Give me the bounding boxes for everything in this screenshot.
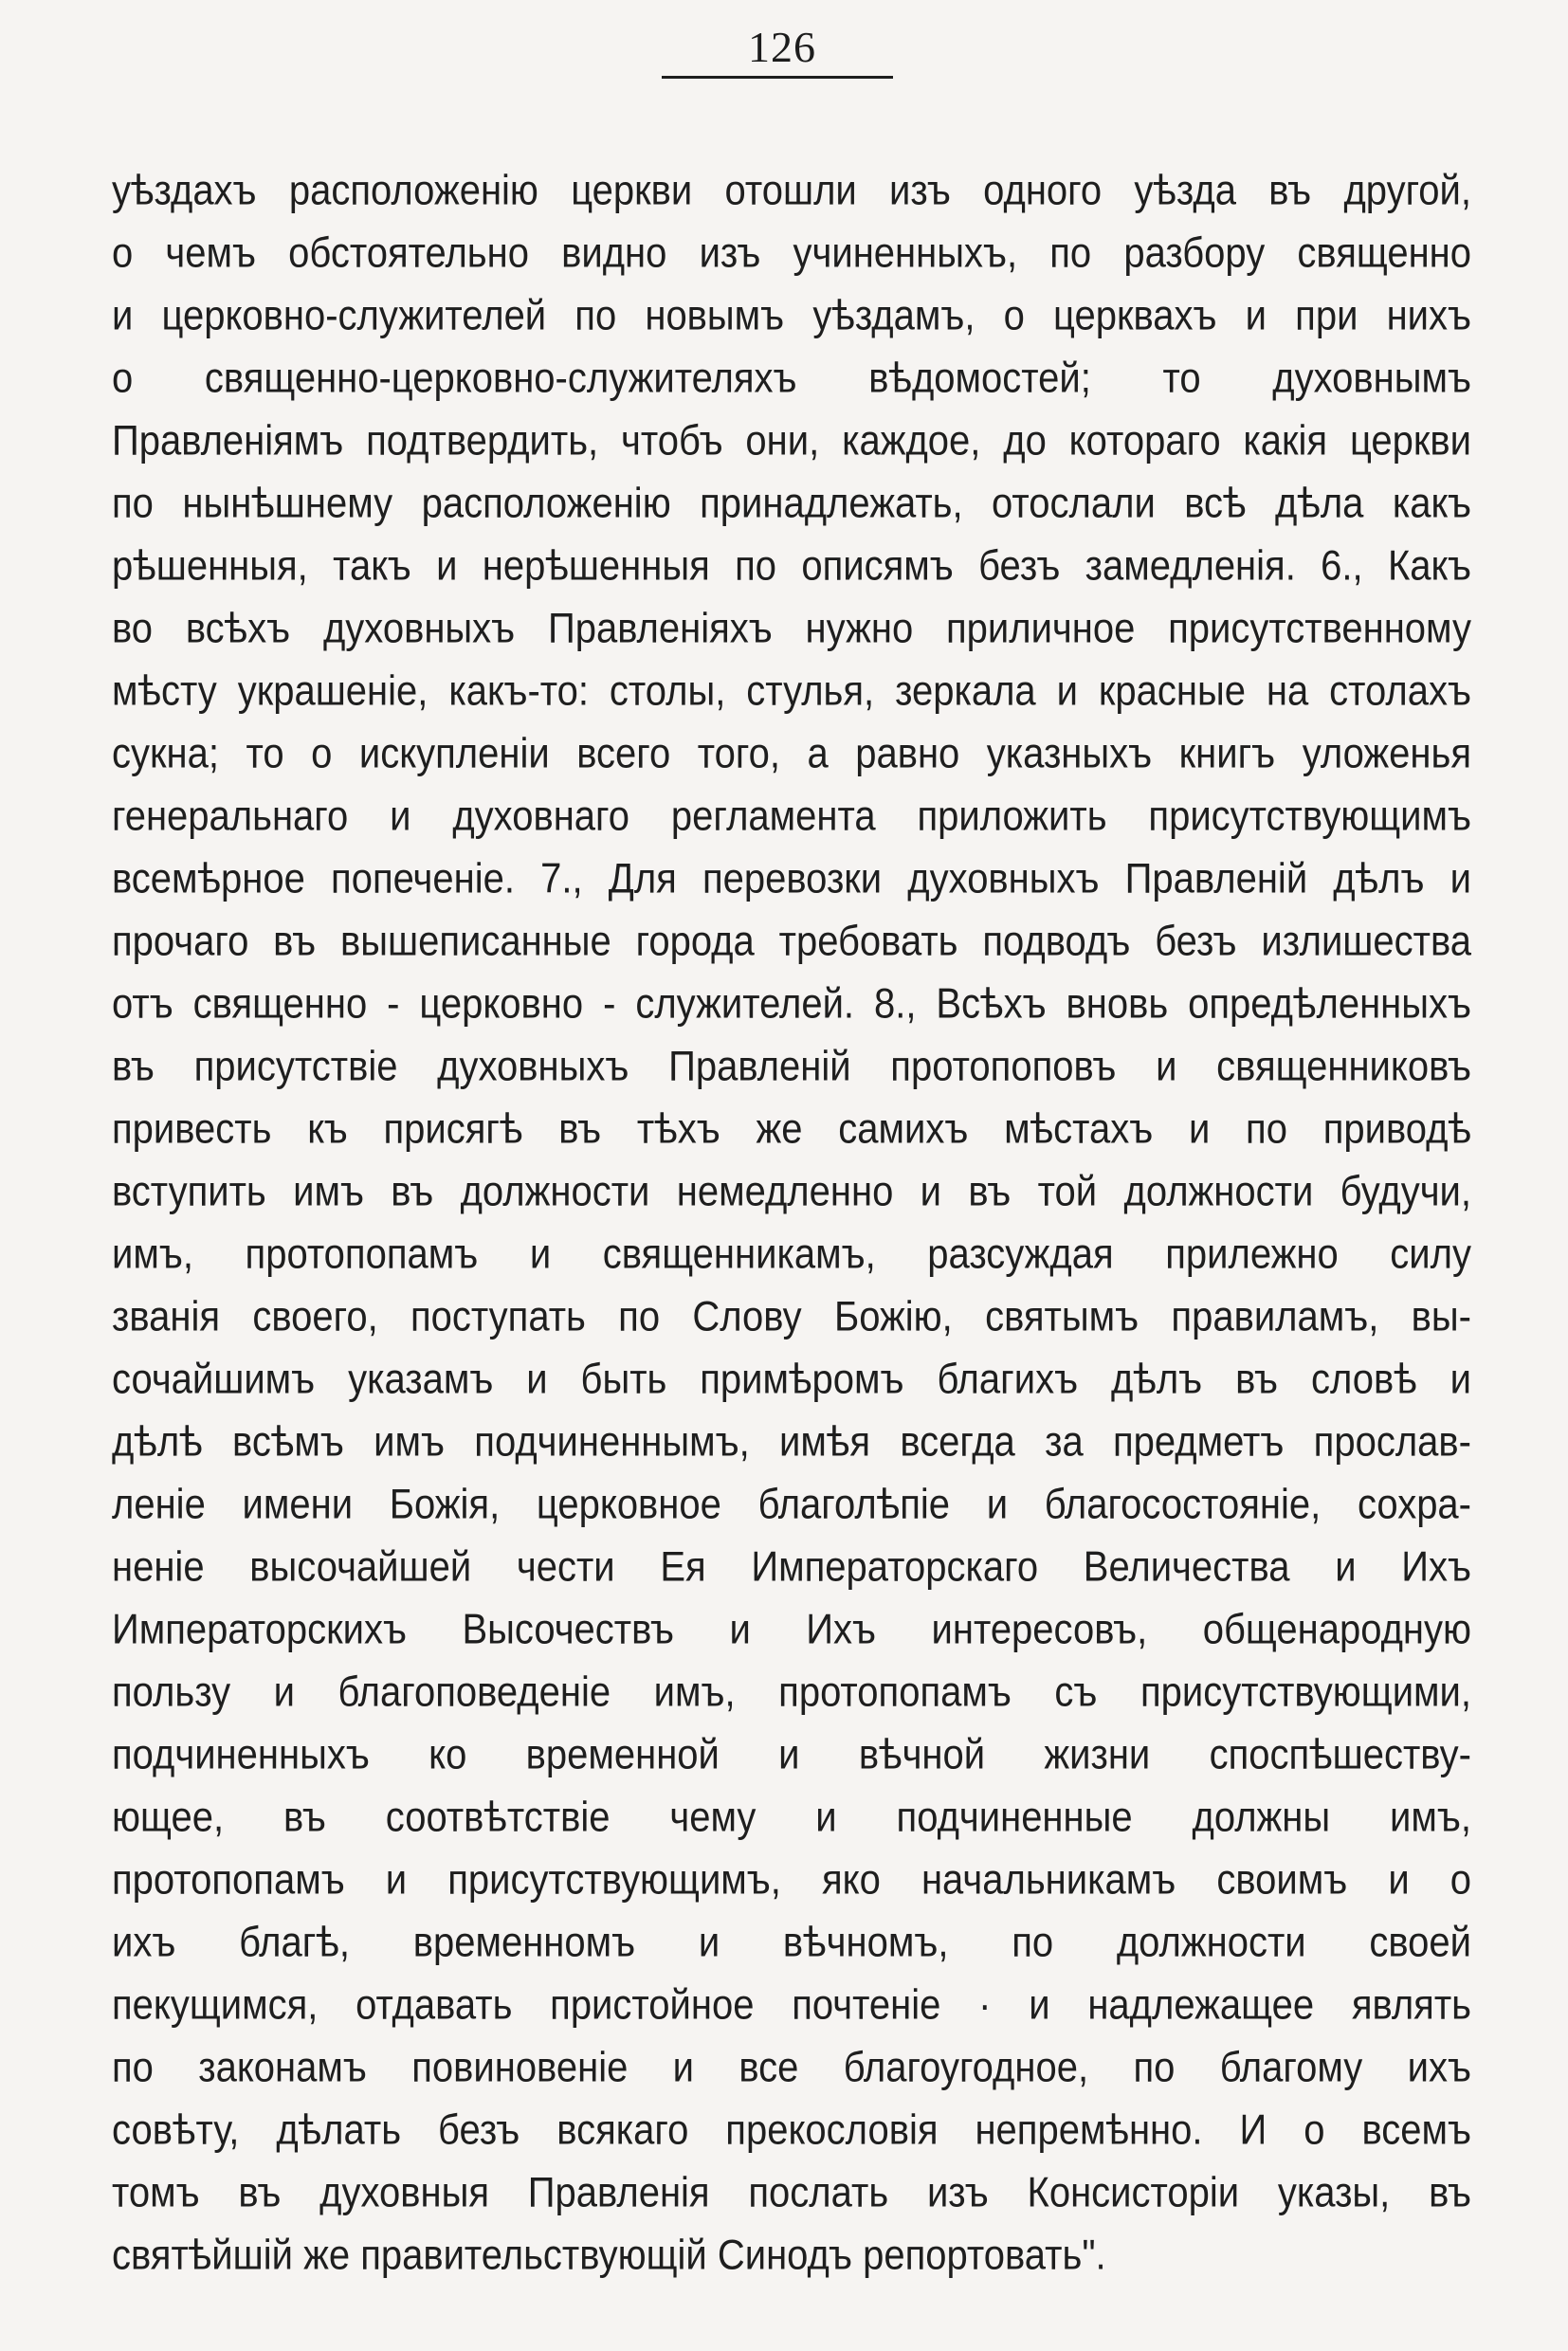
text-line: о священно-церковно-служителяхъ вѣдомостей; то духовнымъ [112,355,1471,402]
text-line: протопопамъ и присутствующимъ, яко начальникамъ своимъ и о [112,1856,1471,1904]
text-line: о чемъ обстоятельно видно изъ учиненныхъ, по разбору священно [112,229,1471,277]
text-line: леніе имени Божія, церковное благолѣпіе и благосостояніе, сохра- [112,1481,1471,1528]
text-line: сочайшимъ указамъ и быть примѣромъ благихъ дѣлъ въ словѣ и [112,1356,1471,1403]
text-line: привесть къ присягѣ въ тѣхъ же самихъ мѣстахъ и по приводѣ [112,1105,1471,1153]
page-number-rule [662,76,893,79]
text-line: имъ, протопопамъ и священникамъ, разсуждая прилежно силу [112,1230,1471,1278]
text-line: во всѣхъ духовныхъ Правленіяхъ нужно приличное присутственному [112,605,1471,652]
text-line: Императорскихъ Высочествъ и Ихъ интересовъ, общенародную [112,1606,1471,1653]
text-line: всемѣрное попеченіе. 7., Для перевозки духовныхъ Правленій дѣлъ и [112,855,1471,902]
text-line: вступить имъ въ должности немедленно и въ той должности будучи, [112,1168,1471,1215]
text-line: по законамъ повиновеніе и все благоугодное, по благому ихъ [112,2044,1471,2091]
page-number: 126 [748,23,816,71]
body-text [112,159,1471,2287]
text-line: дѣлѣ всѣмъ имъ подчиненнымъ, имѣя всегда за предметъ прослав- [112,1418,1471,1466]
text-line: томъ въ духовныя Правленія послать изъ Консисторіи указы, въ [112,2169,1471,2216]
text-line: Правленіямъ подтвердить, чтобъ они, каждое, до котораго какія церкви [112,417,1471,465]
text-line: пекущимся, отдавать пристойное почтеніе · и надлежащее являть [112,1981,1471,2029]
text-line: въ присутствіе духовныхъ Правленій протопоповъ и священниковъ [112,1043,1471,1090]
text-line: подчиненныхъ ко временной и вѣчной жизни споспѣшеству- [112,1731,1471,1778]
text-line: по нынѣшнему расположенію принадлежать, отослали всѣ дѣла какъ [112,480,1471,527]
text-line: и церковно-служителей по новымъ уѣздамъ, о церквахъ и при нихъ [112,292,1471,339]
text-line: пользу и благоповеденіе имъ, протопопамъ съ присутствующими, [112,1668,1471,1716]
text-line: прочаго въ вышеписанные города требовать подводъ безъ излишества [112,918,1471,965]
text-line: ющее, въ соотвѣтствіе чему и подчиненные должны имъ, [112,1794,1471,1841]
text-line: рѣшенныя, такъ и нерѣшенныя по описямъ безъ замедленія. 6., Какъ [112,542,1471,590]
text-line: ихъ благѣ, временномъ и вѣчномъ, по должности своей [112,1919,1471,1966]
text-line: отъ священно - церковно - служителей. 8., Всѣхъ вновь опредѣленныхъ [112,980,1471,1028]
text-line-last: святѣйшій же правительствующій Синодъ репортовать". [112,2232,1106,2279]
text-line: неніе высочайшей чести Ея Императорскаго Величества и Ихъ [112,1543,1471,1591]
text-line: мѣсту украшеніе, какъ-то: столы, стулья, зеркала и красные на столахъ [112,667,1471,715]
text-line: сукна; то о искупленіи всего того, а равно указныхъ книгъ уложенья [112,730,1471,777]
text-line: генеральнаго и духовнаго регламента приложить присутствующимъ [112,793,1471,840]
text-line: званія своего, поступать по Слову Божію, святымъ правиламъ, вы- [112,1293,1471,1340]
text-line: совѣту, дѣлать безъ всякаго прекословія непремѣнно. И о всемъ [112,2106,1471,2154]
text-line: уѣздахъ расположенію церкви отошли изъ одного уѣзда въ другой, [112,167,1471,214]
